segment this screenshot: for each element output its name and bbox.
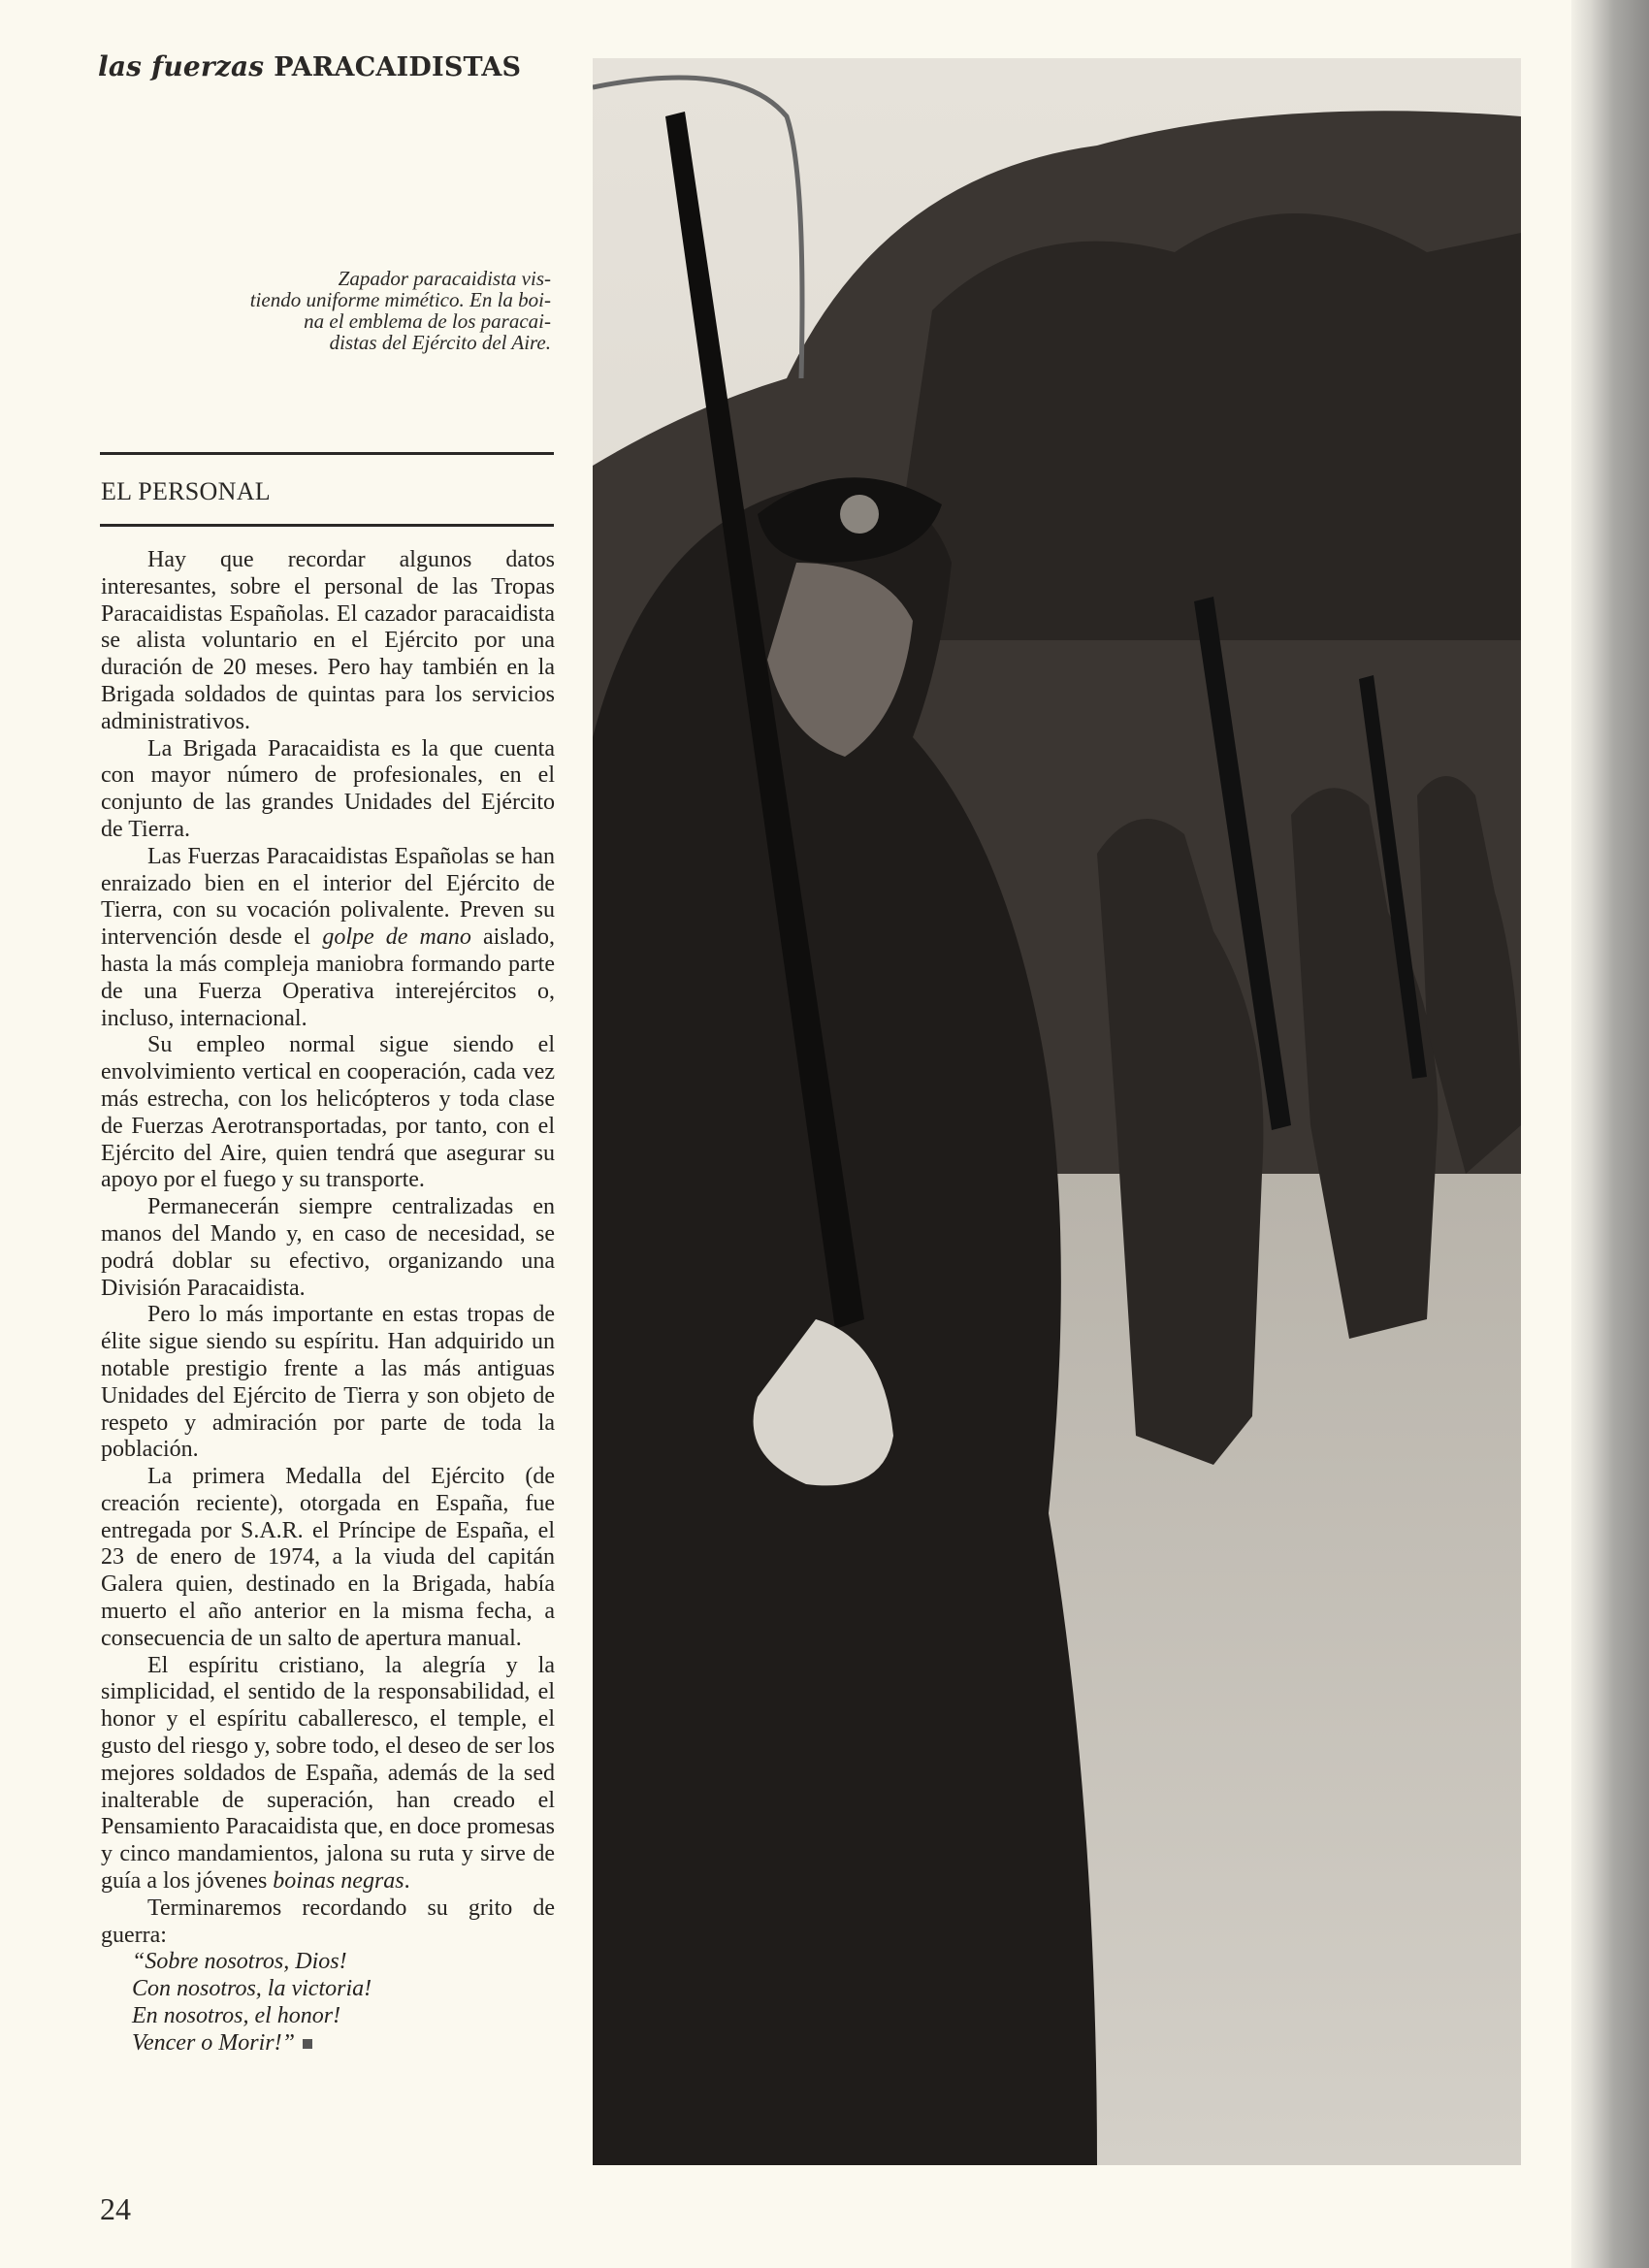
caption-line: na el emblema de los paracai- xyxy=(304,309,551,333)
paragraph-text: aislado, hasta la más compleja maniobra formando parte de una Fuerza Operativa interejércitos o, incluso, internacional. xyxy=(101,924,556,1031)
italic-phrase: boinas negras xyxy=(273,1868,404,1895)
paragraph: La Brigada Paracaidista es la que cuenta con mayor número de profesionales, en el conjunto de las grandes Unidades del Ejército de Tierra. xyxy=(101,735,555,842)
paragraph-text: Las Fuerzas Paracaidistas Españolas se han enraizado bien en el interior del Ejército de Tierra, con su vocación polivalente. Preven su intervención desde el xyxy=(101,843,555,951)
beret-emblem xyxy=(840,495,879,534)
section-rule-bottom xyxy=(100,524,554,527)
photo-illustration xyxy=(593,58,1521,2165)
war-cry-line: En nosotros, el honor! xyxy=(132,2003,341,2029)
header-title-upper: PARACAIDISTAS xyxy=(274,52,522,82)
paragraph: Su empleo normal sigue siendo el envolvimiento vertical en cooperación, cada vez más estrecha, con los helicópteros y toda clase de Fuerzas Aerotransportadas, por tanto, con el Ejército del Aire, quien tendrá que asegurar su apoyo por el fuego y su transporte. xyxy=(101,1032,555,1193)
section-rule-top xyxy=(100,452,554,455)
adjacent-page-edge xyxy=(1571,0,1649,2268)
paragraph xyxy=(101,1653,555,1895)
paragraph xyxy=(101,844,555,1033)
paragraph: Terminaremos recordando su grito de guerra: xyxy=(101,1895,555,1948)
header-title-lower: las fuerzas xyxy=(98,50,265,82)
paragraph-text: El espíritu cristiano, la alegría y la simplicidad, el sentido de la responsabilidad, el honor y el espíritu caballeresco, el temple, el gusto del riesgo y, sobre todo, el deseo de ser los mejores soldados de España, además de la sed inalterable de superación, han creado el Pensamiento Paracaidista que, en doce promesas y cinco mandamientos, jalona su ruta y sirve de guía a los jóvenes xyxy=(101,1652,555,1895)
caption-line: Zapador paracaidista vis- xyxy=(338,267,551,290)
end-of-article-square-icon xyxy=(303,2039,312,2049)
paragraph: Pero lo más importante en estas tropas de élite sigue siendo su espíritu. Han adquirido un notable prestigio frente a las más antiguas Unidades del Ejército de Tierra y son objeto de respeto y admiración por parte de toda la población. xyxy=(101,1302,555,1463)
paragraph: La primera Medalla del Ejército (de creación reciente), otorgada en España, fue entregada por S.A.R. el Príncipe de España, el 23 de enero de 1974, a la viuda del capitán Galera quien, destinado en la Brigada, había muerto el año anterior en la misma fecha, a consecuencia de un salto de apertura manual. xyxy=(101,1464,555,1651)
article-body xyxy=(101,547,555,2057)
paratroopers-parade-photo xyxy=(593,58,1521,2165)
war-cry xyxy=(101,1949,555,2057)
page-number: 24 xyxy=(100,2191,131,2226)
war-cry-line: “Sobre nosotros, Dios! xyxy=(132,1949,347,1975)
war-cry-line: Vencer o Morir!” xyxy=(132,2029,295,2056)
photo-caption xyxy=(184,268,551,353)
caption-line: tiendo uniforme mimético. En la boi- xyxy=(249,288,551,311)
section-heading: EL PERSONAL xyxy=(101,477,271,505)
war-cry-line: Con nosotros, la victoria! xyxy=(132,1976,372,2002)
running-header xyxy=(98,50,554,82)
caption-line: distas del Ejército del Aire. xyxy=(329,331,551,354)
italic-phrase: golpe de mano xyxy=(322,924,471,951)
paragraph-text: . xyxy=(404,1868,410,1895)
tree-canopy xyxy=(884,213,1521,640)
paragraph: Hay que recordar algunos datos interesantes, sobre el personal de las Tropas Paracaidistas Españolas. El cazador paracaidista se alista voluntario en el Ejército por una duración de 20 meses. Pero hay también en la Brigada soldados de quintas para los servicios administrativos. xyxy=(101,547,555,734)
paragraph: Permanecerán siempre centralizadas en manos del Mando y, en caso de necesidad, se podrá doblar su efectivo, organizando una División Paracaidista. xyxy=(101,1194,555,1301)
